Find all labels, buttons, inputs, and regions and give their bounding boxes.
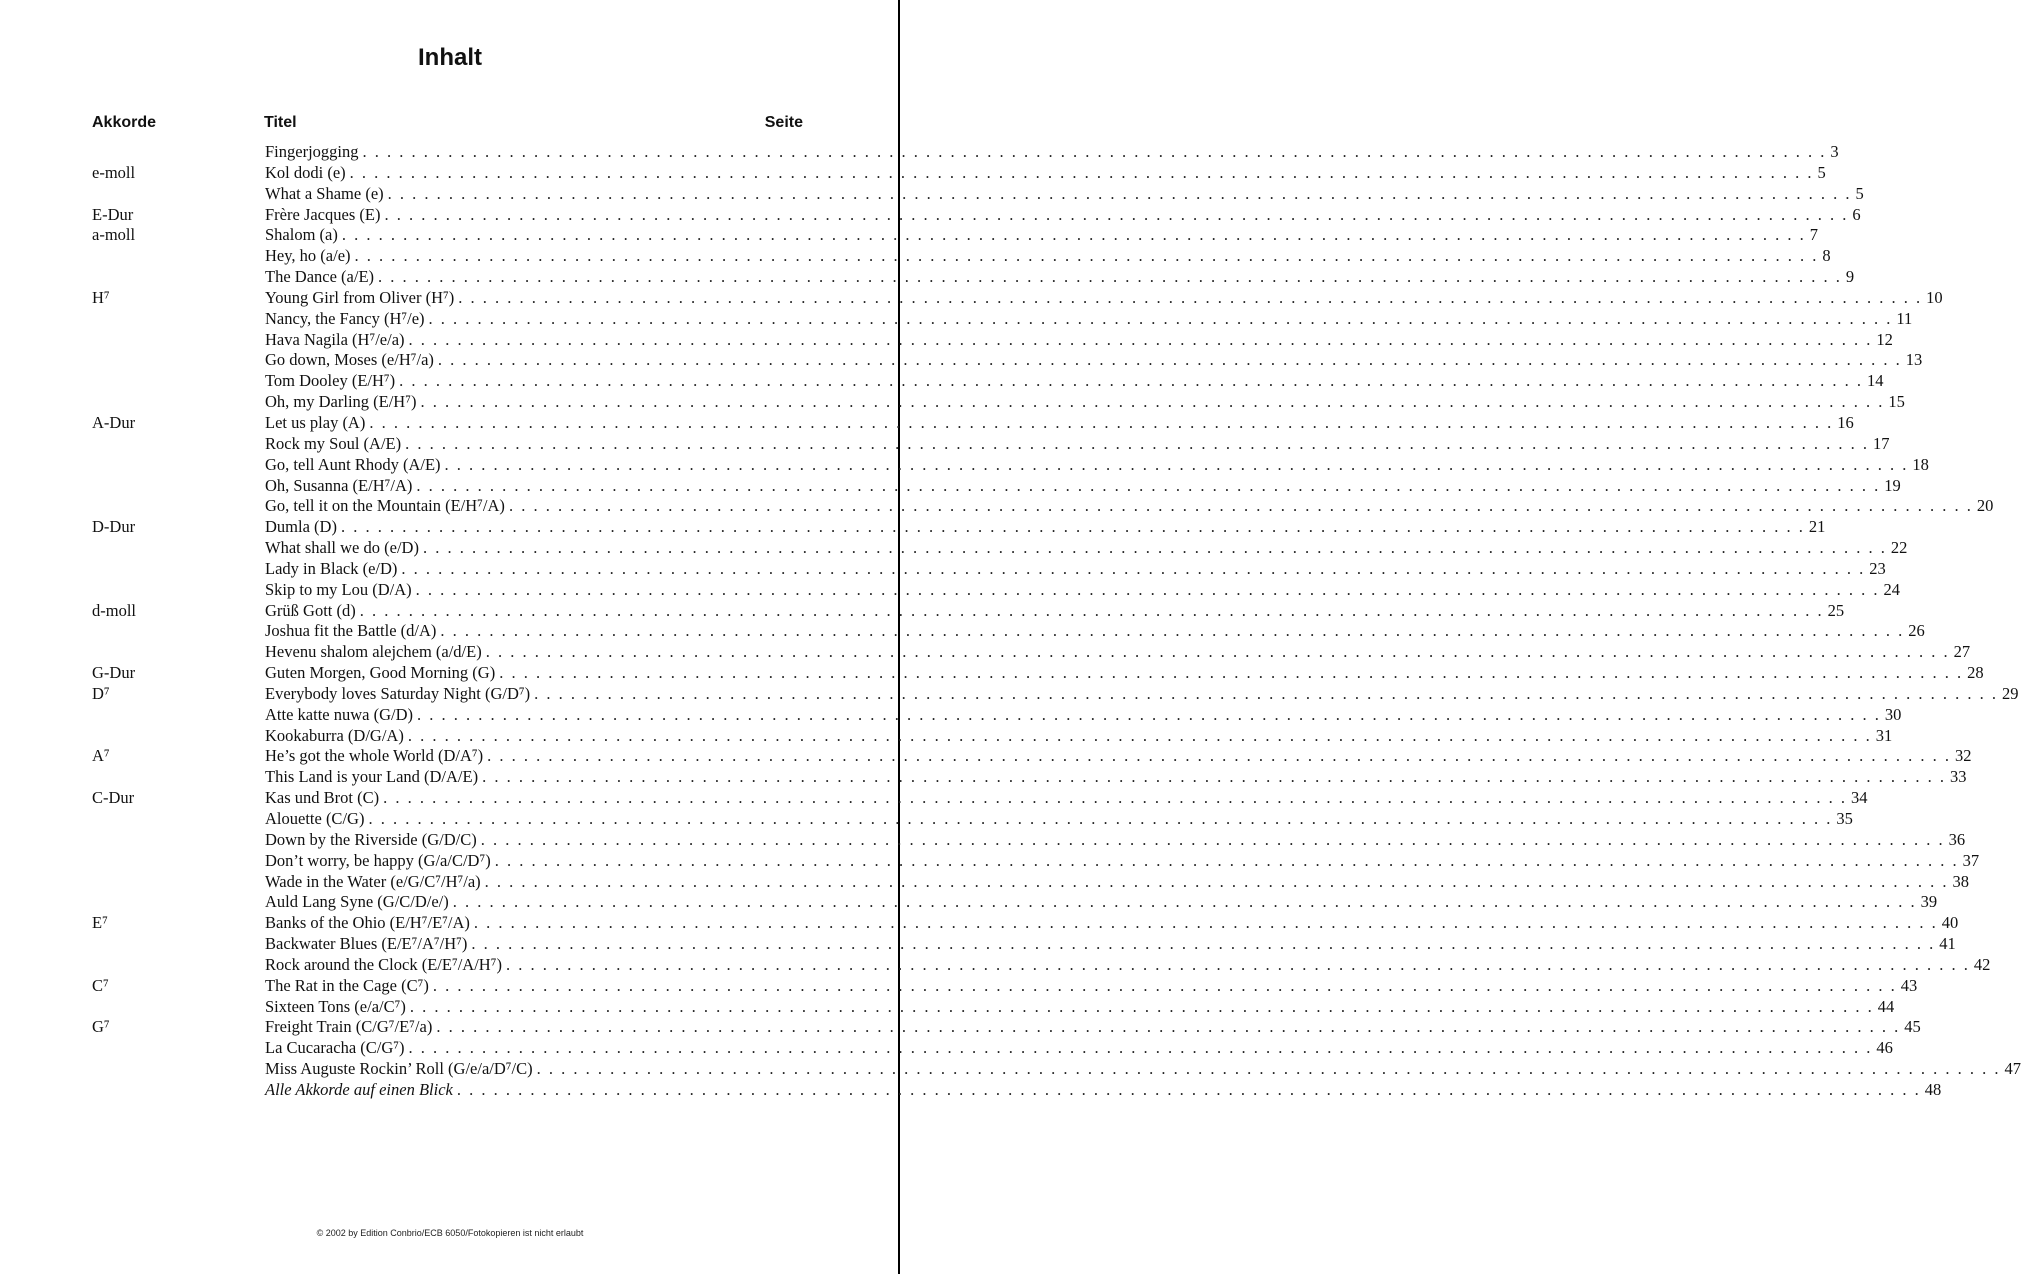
toc-entry bbox=[265, 329, 1893, 351]
dot-leader: . . . . . . . . . . . . . . . . . . . . . . . . . . . . . . . . . . . . . . . . . . . . . . . . . . . . . . . . . . . . . . . . . . . . . . . . . . . . . . . . . . . . . . . . . . . . . . . . . . . . . . . . . . . . . . . . . . . . . . . . bbox=[405, 433, 1869, 453]
page-title: Inhalt bbox=[418, 44, 482, 71]
toc-row bbox=[0, 162, 1826, 184]
dot-leader: . . . . . . . . . . . . . . . . . . . . . . . . . . . . . . . . . . . . . . . . . . . . . . . . . . . . . . . . . . . . . . . . . . . . . . . . . . . . . . . . . . . . . . . . . . . . . . . . . . . . . . . . . . . . . . . . . . . . . . . . bbox=[534, 683, 1998, 703]
dot-leader: . . . . . . . . . . . . . . . . . . . . . . . . . . . . . . . . . . . . . . . . . . . . . . . . . . . . . . . . . . . . . . . . . . . . . . . . . . . . . . . . . . . . . . . . . . . . . . . . . . . . . . . . . . . . . . . . . . . . . . . . bbox=[368, 809, 1833, 828]
toc-row bbox=[0, 621, 1925, 642]
toc-row bbox=[0, 788, 1868, 809]
song-title: Guten Morgen, Good Morning (G) bbox=[265, 663, 496, 683]
dot-leader: . . . . . . . . . . . . . . . . . . . . . . . . . . . . . . . . . . . . . . . . . . . . . . . . . . . . . . . . . . . . . . . . . . . . . . . . . . . . . . . . . . . . . . . . . . . . . . . . . . . . . . . . . . . . . . . . . . . . . . . . bbox=[399, 371, 1864, 391]
song-title: Miss Auguste Rockin’ Roll (G/e/a/D⁷/C) bbox=[265, 1059, 533, 1079]
song-title: Freight Train (C/G⁷/E⁷/a) bbox=[265, 1017, 433, 1037]
page-number: 19 bbox=[1884, 475, 1901, 495]
toc-entry bbox=[265, 871, 1970, 893]
toc-row bbox=[0, 725, 1893, 747]
song-title: Go down, Moses (e/H⁷/a) bbox=[265, 350, 434, 370]
toc-row bbox=[0, 767, 1967, 788]
dot-leader: . . . . . . . . . . . . . . . . . . . . . . . . . . . . . . . . . . . . . . . . . . . . . . . . . . . . . . . . . . . . . . . . . . . . . . . . . . . . . . . . . . . . . . . . . . . . . . . . . . . . . . . . . . . . . . . . . . . . . . . . bbox=[458, 287, 1923, 307]
dot-leader: . . . . . . . . . . . . . . . . . . . . . . . . . . . . . . . . . . . . . . . . . . . . . . . . . . . . . . . . . . . . . . . . . . . . . . . . . . . . . . . . . . . . . . . . . . . . . . . . . . . . . . . . . . . . . . . . . . . . . . . . bbox=[416, 475, 1881, 495]
column-header-akkorde: Akkorde bbox=[92, 114, 157, 131]
song-title: Frère Jacques (E) bbox=[265, 204, 381, 224]
page-number: 21 bbox=[1808, 517, 1826, 537]
copyright-footer: © 2002 by Edition Conbrio/ECB 6050/Fotokopieren ist nicht erlaubt bbox=[316, 1228, 584, 1238]
chord-label: a-moll bbox=[92, 225, 136, 245]
toc-row bbox=[0, 663, 1984, 684]
page-number: 17 bbox=[1873, 433, 1890, 453]
song-title: What shall we do (e/D) bbox=[265, 538, 419, 558]
page-number: 6 bbox=[1852, 204, 1861, 224]
dot-leader: . . . . . . . . . . . . . . . . . . . . . . . . . . . . . . . . . . . . . . . . . . . . . . . . . . . . . . . . . . . . . . . . . . . . . . . . . . . . . . . . . . . . . . . . . . . . . . . . . . . . . . . . . . . . . . . . . . . . . . . . bbox=[505, 954, 1970, 974]
toc-entry bbox=[265, 621, 1925, 642]
page-number: 39 bbox=[1920, 892, 1938, 912]
toc-row bbox=[0, 558, 1886, 580]
toc-row bbox=[0, 871, 1970, 893]
song-title: Kol dodi (e) bbox=[265, 162, 346, 182]
song-title: The Rat in the Cage (C⁷) bbox=[265, 975, 429, 995]
dot-leader: . . . . . . . . . . . . . . . . . . . . . . . . . . . . . . . . . . . . . . . . . . . . . . . . . . . . . . . . . . . . . . . . . . . . . . . . . . . . . . . . . . . . . . . . . . . . . . . . . . . . . . . . . . . . . . . . . . . . . . . . bbox=[444, 454, 1909, 474]
toc-row bbox=[0, 538, 1908, 559]
dot-leader: . . . . . . . . . . . . . . . . . . . . . . . . . . . . . . . . . . . . . . . . . . . . . . . . . . . . . . . . . . . . . . . . . . . . . . . . . . . . . . . . . . . . . . . . . . . . . . . . . . . . . . . . . . . . . . . . . . . . . . . . bbox=[407, 725, 1872, 745]
song-title: Auld Lang Syne (G/C/D/e/) bbox=[265, 892, 449, 912]
toc-entry bbox=[265, 1017, 1921, 1038]
toc-entry bbox=[265, 454, 1929, 476]
toc-entry bbox=[265, 809, 1853, 830]
toc-entry bbox=[265, 392, 1905, 413]
toc-row bbox=[0, 642, 1971, 663]
dot-leader: . . . . . . . . . . . . . . . . . . . . . . . . . . . . . . . . . . . . . . . . . . . . . . . . . . . . . . . . . . . . . . . . . . . . . . . . . . . . . . . . . . . . . . . . . . . . . . . . . . . . . . . . . . . . . . . . . . . . . . . . bbox=[359, 600, 1824, 620]
page-number: 40 bbox=[1941, 913, 1959, 933]
dot-leader: . . . . . . . . . . . . . . . . . . . . . . . . . . . . . . . . . . . . . . . . . . . . . . . . . . . . . . . . . . . . . . . . . . . . . . . . . . . . . . . . . . . . . . . . . . . . . . . . . . . . . . . . . . . . . . . . . . . . . . . . bbox=[437, 350, 1902, 370]
chord-label: E⁷ bbox=[92, 913, 108, 933]
song-title: Oh, my Darling (E/H⁷) bbox=[265, 392, 417, 412]
song-title: Down by the Riverside (G/D/C) bbox=[265, 829, 477, 849]
page-number: 30 bbox=[1884, 704, 1902, 724]
toc-entry bbox=[265, 913, 1959, 934]
toc-entry bbox=[265, 642, 1971, 663]
page-number: 47 bbox=[2004, 1059, 2021, 1079]
toc-row bbox=[0, 954, 1991, 976]
toc-entry bbox=[265, 683, 2019, 705]
song-title: Don’t worry, be happy (G/a/C/D⁷) bbox=[265, 850, 491, 870]
chord-label: C-Dur bbox=[92, 788, 135, 808]
toc-entry bbox=[265, 746, 1972, 767]
toc-entry bbox=[265, 412, 1854, 434]
dot-leader: . . . . . . . . . . . . . . . . . . . . . . . . . . . . . . . . . . . . . . . . . . . . . . . . . . . . . . . . . . . . . . . . . . . . . . . . . . . . . . . . . . . . . . . . . . . . . . . . . . . . . . . . . . . . . . . . . . . . . . . . bbox=[408, 329, 1873, 349]
song-title: Tom Dooley (E/H⁷) bbox=[265, 371, 396, 391]
page-number: 38 bbox=[1952, 871, 1970, 891]
chord-label: G-Dur bbox=[92, 663, 136, 683]
page-number: 10 bbox=[1926, 287, 1943, 307]
page-number: 9 bbox=[1845, 267, 1855, 287]
table-of-contents bbox=[0, 142, 2021, 1101]
toc-row bbox=[0, 1017, 1921, 1038]
toc-row bbox=[0, 287, 1943, 309]
page-number: 41 bbox=[1939, 934, 1956, 954]
page-number: 13 bbox=[1905, 350, 1923, 370]
toc-entry bbox=[265, 954, 1991, 976]
page-number: 45 bbox=[1904, 1017, 1921, 1037]
page-number: 12 bbox=[1876, 329, 1893, 349]
toc-entry bbox=[265, 183, 1864, 205]
toc-row bbox=[0, 371, 1884, 392]
toc-entry bbox=[265, 287, 1943, 309]
dot-leader: . . . . . . . . . . . . . . . . . . . . . . . . . . . . . . . . . . . . . . . . . . . . . . . . . . . . . . . . . . . . . . . . . . . . . . . . . . . . . . . . . . . . . . . . . . . . . . . . . . . . . . . . . . . . . . . . . . . . . . . . bbox=[494, 850, 1959, 870]
toc-row bbox=[0, 1059, 2021, 1080]
toc-entry bbox=[265, 308, 1913, 330]
song-title: Nancy, the Fancy (H⁷/e) bbox=[265, 308, 425, 328]
dot-leader: . . . . . . . . . . . . . . . . . . . . . . . . . . . . . . . . . . . . . . . . . . . . . . . . . . . . . . . . . . . . . . . . . . . . . . . . . . . . . . . . . . . . . . . . . . . . . . . . . . . . . . . . . . . . . . . . . . . . . . . . bbox=[487, 746, 1952, 766]
dot-leader: . . . . . . . . . . . . . . . . . . . . . . . . . . . . . . . . . . . . . . . . . . . . . . . . . . . . . . . . . . . . . . . . . . . . . . . . . . . . . . . . . . . . . . . . . . . . . . . . . . . . . . . . . . . . . . . . . . . . . . . . bbox=[387, 183, 1852, 203]
page-number: 27 bbox=[1953, 642, 1971, 662]
toc-row bbox=[0, 600, 1845, 622]
toc-row bbox=[0, 496, 1994, 517]
toc-row bbox=[0, 392, 1905, 413]
toc-row bbox=[0, 308, 1913, 330]
song-title: What a Shame (e) bbox=[265, 183, 384, 203]
toc-entry bbox=[265, 475, 1901, 497]
page-number: 35 bbox=[1836, 809, 1853, 828]
song-title: Young Girl from Oliver (H⁷) bbox=[265, 287, 455, 307]
page-number: 34 bbox=[1851, 788, 1868, 808]
toc-row bbox=[0, 996, 1895, 1018]
toc-row bbox=[0, 829, 1966, 851]
song-title: Everybody loves Saturday Night (G/D⁷) bbox=[265, 683, 531, 703]
dot-leader: . . . . . . . . . . . . . . . . . . . . . . . . . . . . . . . . . . . . . . . . . . . . . . . . . . . . . . . . . . . . . . . . . . . . . . . . . . . . . . . . . . . . . . . . . . . . . . . . . . . . . . . . . . . . . . . . . . . . . . . . bbox=[341, 225, 1806, 245]
song-title: Sixteen Tons (e/a/C⁷) bbox=[265, 996, 406, 1016]
page-number: 3 bbox=[1830, 142, 1839, 161]
song-title: Lady in Black (e/D) bbox=[265, 558, 398, 578]
dot-leader: . . . . . . . . . . . . . . . . . . . . . . . . . . . . . . . . . . . . . . . . . . . . . . . . . . . . . . . . . . . . . . . . . . . . . . . . . . . . . . . . . . . . . . . . . . . . . . . . . . . . . . . . . . . . . . . . . . . . . . . . bbox=[428, 308, 1893, 328]
dot-leader: . . . . . . . . . . . . . . . . . . . . . . . . . . . . . . . . . . . . . . . . . . . . . . . . . . . . . . . . . . . . . . . . . . . . . . . . . . . . . . . . . . . . . . . . . . . . . . . . . . . . . . . . . . . . . . . . . . . . . . . . bbox=[384, 204, 1849, 224]
toc-row bbox=[0, 475, 1901, 497]
chord-label: A-Dur bbox=[92, 412, 136, 432]
toc-entry bbox=[265, 517, 1826, 538]
dot-leader: . . . . . . . . . . . . . . . . . . . . . . . . . . . . . . . . . . . . . . . . . . . . . . . . . . . . . . . . . . . . . . . . . . . . . . . . . . . . . . . . . . . . . . . . . . . . . . . . . . . . . . . . . . . . . . . . . . . . . . . . bbox=[378, 267, 1842, 287]
dot-leader: . . . . . . . . . . . . . . . . . . . . . . . . . . . . . . . . . . . . . . . . . . . . . . . . . . . . . . . . . . . . . . . . . . . . . . . . . . . . . . . . . . . . . . . . . . . . . . . . . . . . . . . . . . . . . . . . . . . . . . . . bbox=[409, 996, 1874, 1016]
dot-leader: . . . . . . . . . . . . . . . . . . . . . . . . . . . . . . . . . . . . . . . . . . . . . . . . . . . . . . . . . . . . . . . . . . . . . . . . . . . . . . . . . . . . . . . . . . . . . . . . . . . . . . . . . . . . . . . . . . . . . . . . bbox=[420, 392, 1885, 412]
chord-label: d-moll bbox=[92, 600, 136, 620]
page-number: 31 bbox=[1875, 725, 1893, 745]
chord-label: A⁷ bbox=[92, 746, 110, 766]
dot-leader: . . . . . . . . . . . . . . . . . . . . . . . . . . . . . . . . . . . . . . . . . . . . . . . . . . . . . . . . . . . . . . . . . . . . . . . . . . . . . . . . . . . . . . . . . . . . . . . . . . . . . . . . . . . . . . . . . . . . . . . . bbox=[485, 642, 1950, 662]
page-number: 15 bbox=[1888, 392, 1905, 412]
toc-row bbox=[0, 433, 1890, 455]
song-title: Go, tell it on the Mountain (E/H⁷/A) bbox=[265, 496, 505, 516]
toc-row bbox=[0, 683, 2019, 705]
song-title: He’s got the whole World (D/A⁷) bbox=[265, 746, 484, 766]
toc-row bbox=[0, 246, 1831, 267]
page-number: 48 bbox=[1924, 1079, 1942, 1099]
dot-leader: . . . . . . . . . . . . . . . . . . . . . . . . . . . . . . . . . . . . . . . . . . . . . . . . . . . . . . . . . . . . . . . . . . . . . . . . . . . . . . . . . . . . . . . . . . . . . . . . . . . . . . . . . . . . . . . . . . . . . . . . bbox=[383, 788, 1847, 808]
dot-leader: . . . . . . . . . . . . . . . . . . . . . . . . . . . . . . . . . . . . . . . . . . . . . . . . . . . . . . . . . . . . . . . . . . . . . . . . . . . . . . . . . . . . . . . . . . . . . . . . . . . . . . . . . . . . . . . . . . . . . . . . bbox=[536, 1059, 2001, 1079]
page-number: 36 bbox=[1948, 829, 1966, 849]
toc-entry bbox=[265, 704, 1902, 726]
toc-entry bbox=[265, 246, 1831, 267]
song-title: Alouette (C/G) bbox=[265, 809, 365, 828]
song-title: Atte katte nuwa (G/D) bbox=[265, 704, 413, 724]
song-title: Wade in the Water (e/G/C⁷/H⁷/a) bbox=[265, 871, 481, 891]
toc-row bbox=[0, 454, 1929, 476]
page-number: 44 bbox=[1877, 996, 1895, 1016]
chord-label: H⁷ bbox=[92, 287, 110, 307]
song-title: Hey, ho (a/e) bbox=[265, 246, 351, 266]
toc-entry bbox=[265, 892, 1938, 913]
song-title: Backwater Blues (E/E⁷/A⁷/H⁷) bbox=[265, 934, 468, 954]
toc-row bbox=[0, 892, 1938, 913]
chord-label: D⁷ bbox=[92, 683, 110, 703]
dot-leader: . . . . . . . . . . . . . . . . . . . . . . . . . . . . . . . . . . . . . . . . . . . . . . . . . . . . . . . . . . . . . . . . . . . . . . . . . . . . . . . . . . . . . . . . . . . . . . . . . . . . . . . . . . . . . . . . . . . . . . . . bbox=[440, 621, 1905, 641]
dot-leader: . . . . . . . . . . . . . . . . . . . . . . . . . . . . . . . . . . . . . . . . . . . . . . . . . . . . . . . . . . . . . . . . . . . . . . . . . . . . . . . . . . . . . . . . . . . . . . . . . . . . . . . . . . . . . . . . . . . . . . . . bbox=[499, 663, 1964, 683]
dot-leader: . . . . . . . . . . . . . . . . . . . . . . . . . . . . . . . . . . . . . . . . . . . . . . . . . . . . . . . . . . . . . . . . . . . . . . . . . . . . . . . . . . . . . . . . . . . . . . . . . . . . . . . . . . . . . . . . . . . . . . . . bbox=[456, 1079, 1921, 1099]
chord-label: C⁷ bbox=[92, 975, 109, 995]
toc-entry bbox=[265, 1059, 2021, 1080]
dot-leader: . . . . . . . . . . . . . . . . . . . . . . . . . . . . . . . . . . . . . . . . . . . . . . . . . . . . . . . . . . . . . . . . . . . . . . . . . . . . . . . . . . . . . . . . . . . . . . . . . . . . . . . . . . . . . . . . . . . . . . . . bbox=[480, 829, 1945, 849]
toc-row bbox=[0, 1038, 1893, 1059]
toc-entry bbox=[265, 267, 1855, 288]
toc-entry bbox=[265, 204, 1861, 226]
toc-entry bbox=[265, 433, 1890, 455]
dot-leader: . . . . . . . . . . . . . . . . . . . . . . . . . . . . . . . . . . . . . . . . . . . . . . . . . . . . . . . . . . . . . . . . . . . . . . . . . . . . . . . . . . . . . . . . . . . . . . . . . . . . . . . . . . . . . . . . . . . . . . . . bbox=[354, 246, 1819, 266]
toc-row bbox=[0, 142, 1839, 163]
song-title: Let us play (A) bbox=[265, 412, 366, 432]
page-number: 16 bbox=[1837, 412, 1854, 432]
dot-leader: . . . . . . . . . . . . . . . . . . . . . . . . . . . . . . . . . . . . . . . . . . . . . . . . . . . . . . . . . . . . . . . . . . . . . . . . . . . . . . . . . . . . . . . . . . . . . . . . . . . . . . . . . . . . . . . . . . . . . . . . bbox=[369, 412, 1834, 432]
song-title: Shalom (a) bbox=[265, 225, 338, 245]
toc-entry bbox=[265, 725, 1893, 747]
toc-row bbox=[0, 412, 1854, 434]
page-number: 20 bbox=[1976, 496, 1994, 516]
dot-leader: . . . . . . . . . . . . . . . . . . . . . . . . . . . . . . . . . . . . . . . . . . . . . . . . . . . . . . . . . . . . . . . . . . . . . . . . . . . . . . . . . . . . . . . . . . . . . . . . . . . . . . . . . . . . . . . . . . . . . . . . bbox=[422, 538, 1887, 558]
page-number: 23 bbox=[1869, 558, 1886, 578]
toc-row bbox=[0, 329, 1893, 351]
toc-row bbox=[0, 225, 1818, 246]
song-title: Kas und Brot (C) bbox=[265, 788, 380, 808]
column-header-titel: Titel bbox=[264, 114, 297, 131]
song-title: Fingerjogging bbox=[265, 142, 359, 161]
song-title: Kookaburra (D/G/A) bbox=[265, 725, 404, 745]
toc-entry bbox=[265, 558, 1886, 580]
dot-leader: . . . . . . . . . . . . . . . . . . . . . . . . . . . . . . . . . . . . . . . . . . . . . . . . . . . . . . . . . . . . . . . . . . . . . . . . . . . . . . . . . . . . . . . . . . . . . . . . . . . . . . . . . . . . . . . . . . . . . . . . bbox=[417, 704, 1881, 724]
toc-entry bbox=[265, 496, 1994, 517]
page-number: 43 bbox=[1900, 975, 1918, 995]
chord-label: G⁷ bbox=[92, 1017, 110, 1037]
toc-entry bbox=[265, 350, 1923, 371]
toc-entry bbox=[265, 663, 1984, 684]
dot-leader: . . . . . . . . . . . . . . . . . . . . . . . . . . . . . . . . . . . . . . . . . . . . . . . . . . . . . . . . . . . . . . . . . . . . . . . . . . . . . . . . . . . . . . . . . . . . . . . . . . . . . . . . . . . . . . . . . . . . . . . . bbox=[508, 496, 1973, 516]
page-number: 11 bbox=[1896, 308, 1913, 328]
dot-leader: . . . . . . . . . . . . . . . . . . . . . . . . . . . . . . . . . . . . . . . . . . . . . . . . . . . . . . . . . . . . . . . . . . . . . . . . . . . . . . . . . . . . . . . . . . . . . . . . . . . . . . . . . . . . . . . . . . . . . . . . bbox=[415, 579, 1880, 599]
toc-entry bbox=[265, 579, 1901, 601]
song-title: The Dance (a/E) bbox=[265, 267, 375, 287]
page-number: 24 bbox=[1883, 579, 1901, 599]
toc-row bbox=[0, 517, 1826, 538]
toc-row bbox=[0, 934, 1956, 955]
toc-row bbox=[0, 746, 1972, 767]
song-title: Rock my Soul (A/E) bbox=[265, 433, 402, 453]
song-title: Hava Nagila (H⁷/e/a) bbox=[265, 329, 405, 349]
song-title: Hevenu shalom alejchem (a/d/E) bbox=[265, 642, 482, 662]
song-title: This Land is your Land (D/A/E) bbox=[265, 767, 479, 787]
dot-leader: . . . . . . . . . . . . . . . . . . . . . . . . . . . . . . . . . . . . . . . . . . . . . . . . . . . . . . . . . . . . . . . . . . . . . . . . . . . . . . . . . . . . . . . . . . . . . . . . . . . . . . . . . . . . . . . . . . . . . . . . bbox=[408, 1038, 1873, 1058]
page-number: 5 bbox=[1855, 183, 1864, 203]
song-title: Oh, Susanna (E/H⁷/A) bbox=[265, 475, 413, 495]
toc-row bbox=[0, 975, 1918, 997]
page-number: 18 bbox=[1912, 454, 1929, 474]
page-number: 42 bbox=[1973, 954, 1991, 974]
toc-entry bbox=[265, 1079, 1942, 1101]
page-number: 32 bbox=[1955, 746, 1972, 766]
chord-label: E-Dur bbox=[92, 204, 134, 224]
song-title: Rock around the Clock (E/E⁷/A/H⁷) bbox=[265, 954, 502, 974]
dot-leader: . . . . . . . . . . . . . . . . . . . . . . . . . . . . . . . . . . . . . . . . . . . . . . . . . . . . . . . . . . . . . . . . . . . . . . . . . . . . . . . . . . . . . . . . . . . . . . . . . . . . . . . . . . . . . . . . . . . . . . . . bbox=[471, 934, 1936, 954]
toc-entry bbox=[265, 142, 1839, 163]
toc-entry bbox=[265, 538, 1908, 559]
toc-row bbox=[0, 809, 1853, 830]
page-number: 26 bbox=[1908, 621, 1925, 641]
toc-row bbox=[0, 183, 1864, 205]
song-title: La Cucaracha (C/G⁷) bbox=[265, 1038, 405, 1058]
dot-leader: . . . . . . . . . . . . . . . . . . . . . . . . . . . . . . . . . . . . . . . . . . . . . . . . . . . . . . . . . . . . . . . . . . . . . . . . . . . . . . . . . . . . . . . . . . . . . . . . . . . . . . . . . . . . . . . . . . . . . . . . bbox=[401, 558, 1866, 578]
page-number: 29 bbox=[2002, 683, 2019, 703]
dot-leader: . . . . . . . . . . . . . . . . . . . . . . . . . . . . . . . . . . . . . . . . . . . . . . . . . . . . . . . . . . . . . . . . . . . . . . . . . . . . . . . . . . . . . . . . . . . . . . . . . . . . . . . . . . . . . . . . . . . . . . . . bbox=[473, 913, 1938, 933]
dot-leader: . . . . . . . . . . . . . . . . . . . . . . . . . . . . . . . . . . . . . . . . . . . . . . . . . . . . . . . . . . . . . . . . . . . . . . . . . . . . . . . . . . . . . . . . . . . . . . . . . . . . . . . . . . . . . . . . . . . . . . . . bbox=[349, 162, 1814, 182]
page-number: 25 bbox=[1827, 600, 1845, 620]
dot-leader: . . . . . . . . . . . . . . . . . . . . . . . . . . . . . . . . . . . . . . . . . . . . . . . . . . . . . . . . . . . . . . . . . . . . . . . . . . . . . . . . . . . . . . . . . . . . . . . . . . . . . . . . . . . . . . . . . . . . . . . . bbox=[452, 892, 1917, 912]
toc-entry bbox=[265, 225, 1818, 246]
toc-entry bbox=[265, 975, 1918, 997]
page-number: 14 bbox=[1867, 371, 1884, 391]
dot-leader: . . . . . . . . . . . . . . . . . . . . . . . . . . . . . . . . . . . . . . . . . . . . . . . . . . . . . . . . . . . . . . . . . . . . . . . . . . . . . . . . . . . . . . . . . . . . . . . . . . . . . . . . . . . . . . . . . . . . . . . . bbox=[482, 767, 1946, 787]
chord-label: D-Dur bbox=[92, 517, 136, 537]
toc-entry bbox=[265, 371, 1884, 392]
toc-row bbox=[0, 267, 1855, 288]
toc-entry bbox=[265, 767, 1967, 788]
dot-leader: . . . . . . . . . . . . . . . . . . . . . . . . . . . . . . . . . . . . . . . . . . . . . . . . . . . . . . . . . . . . . . . . . . . . . . . . . . . . . . . . . . . . . . . . . . . . . . . . . . . . . . . . . . . . . . . . . . . . . . . . bbox=[432, 975, 1897, 995]
page-number: 7 bbox=[1809, 225, 1818, 245]
toc-row bbox=[0, 913, 1959, 934]
toc-row bbox=[0, 350, 1923, 371]
page-number: 46 bbox=[1876, 1038, 1893, 1058]
toc-row bbox=[0, 1079, 1942, 1101]
column-header-seite: Seite bbox=[764, 114, 803, 131]
dot-leader: . . . . . . . . . . . . . . . . . . . . . . . . . . . . . . . . . . . . . . . . . . . . . . . . . . . . . . . . . . . . . . . . . . . . . . . . . . . . . . . . . . . . . . . . . . . . . . . . . . . . . . . . . . . . . . . . . . . . . . . . bbox=[484, 871, 1949, 891]
song-title: Grüß Gott (d) bbox=[265, 600, 356, 620]
page-number: 37 bbox=[1962, 850, 1980, 870]
song-title: Dumla (D) bbox=[265, 517, 337, 537]
page-number: 33 bbox=[1949, 767, 1967, 787]
dot-leader: . . . . . . . . . . . . . . . . . . . . . . . . . . . . . . . . . . . . . . . . . . . . . . . . . . . . . . . . . . . . . . . . . . . . . . . . . . . . . . . . . . . . . . . . . . . . . . . . . . . . . . . . . . . . . . . . . . . . . . . . bbox=[436, 1017, 1901, 1037]
toc-entry bbox=[265, 850, 1980, 872]
song-title: Skip to my Lou (D/A) bbox=[265, 579, 412, 599]
song-title: Banks of the Ohio (E/H⁷/E⁷/A) bbox=[265, 913, 470, 933]
dot-leader: . . . . . . . . . . . . . . . . . . . . . . . . . . . . . . . . . . . . . . . . . . . . . . . . . . . . . . . . . . . . . . . . . . . . . . . . . . . . . . . . . . . . . . . . . . . . . . . . . . . . . . . . . . . . . . . . . . . . . . . . bbox=[362, 142, 1827, 161]
page-number: 5 bbox=[1817, 162, 1826, 182]
toc-row bbox=[0, 579, 1901, 601]
page-number: 8 bbox=[1822, 246, 1831, 266]
song-title: Go, tell Aunt Rhody (A/E) bbox=[265, 454, 441, 474]
toc-entry bbox=[265, 1038, 1893, 1059]
page-number: 22 bbox=[1890, 538, 1908, 558]
toc-entry bbox=[265, 996, 1895, 1018]
toc-entry bbox=[265, 600, 1845, 622]
dot-leader: . . . . . . . . . . . . . . . . . . . . . . . . . . . . . . . . . . . . . . . . . . . . . . . . . . . . . . . . . . . . . . . . . . . . . . . . . . . . . . . . . . . . . . . . . . . . . . . . . . . . . . . . . . . . . . . . . . . . . . . . bbox=[340, 517, 1805, 537]
page-number: 28 bbox=[1967, 663, 1984, 683]
song-title: Alle Akkorde auf einen Blick bbox=[265, 1079, 453, 1099]
toc-entry bbox=[265, 788, 1868, 809]
toc-entry bbox=[265, 934, 1956, 955]
toc-entry bbox=[265, 162, 1826, 184]
chord-label: e-moll bbox=[92, 162, 136, 182]
song-title: Joshua fit the Battle (d/A) bbox=[265, 621, 437, 641]
toc-row bbox=[0, 704, 1902, 726]
toc-entry bbox=[265, 829, 1966, 851]
toc-row bbox=[0, 204, 1861, 226]
toc-row bbox=[0, 850, 1980, 872]
